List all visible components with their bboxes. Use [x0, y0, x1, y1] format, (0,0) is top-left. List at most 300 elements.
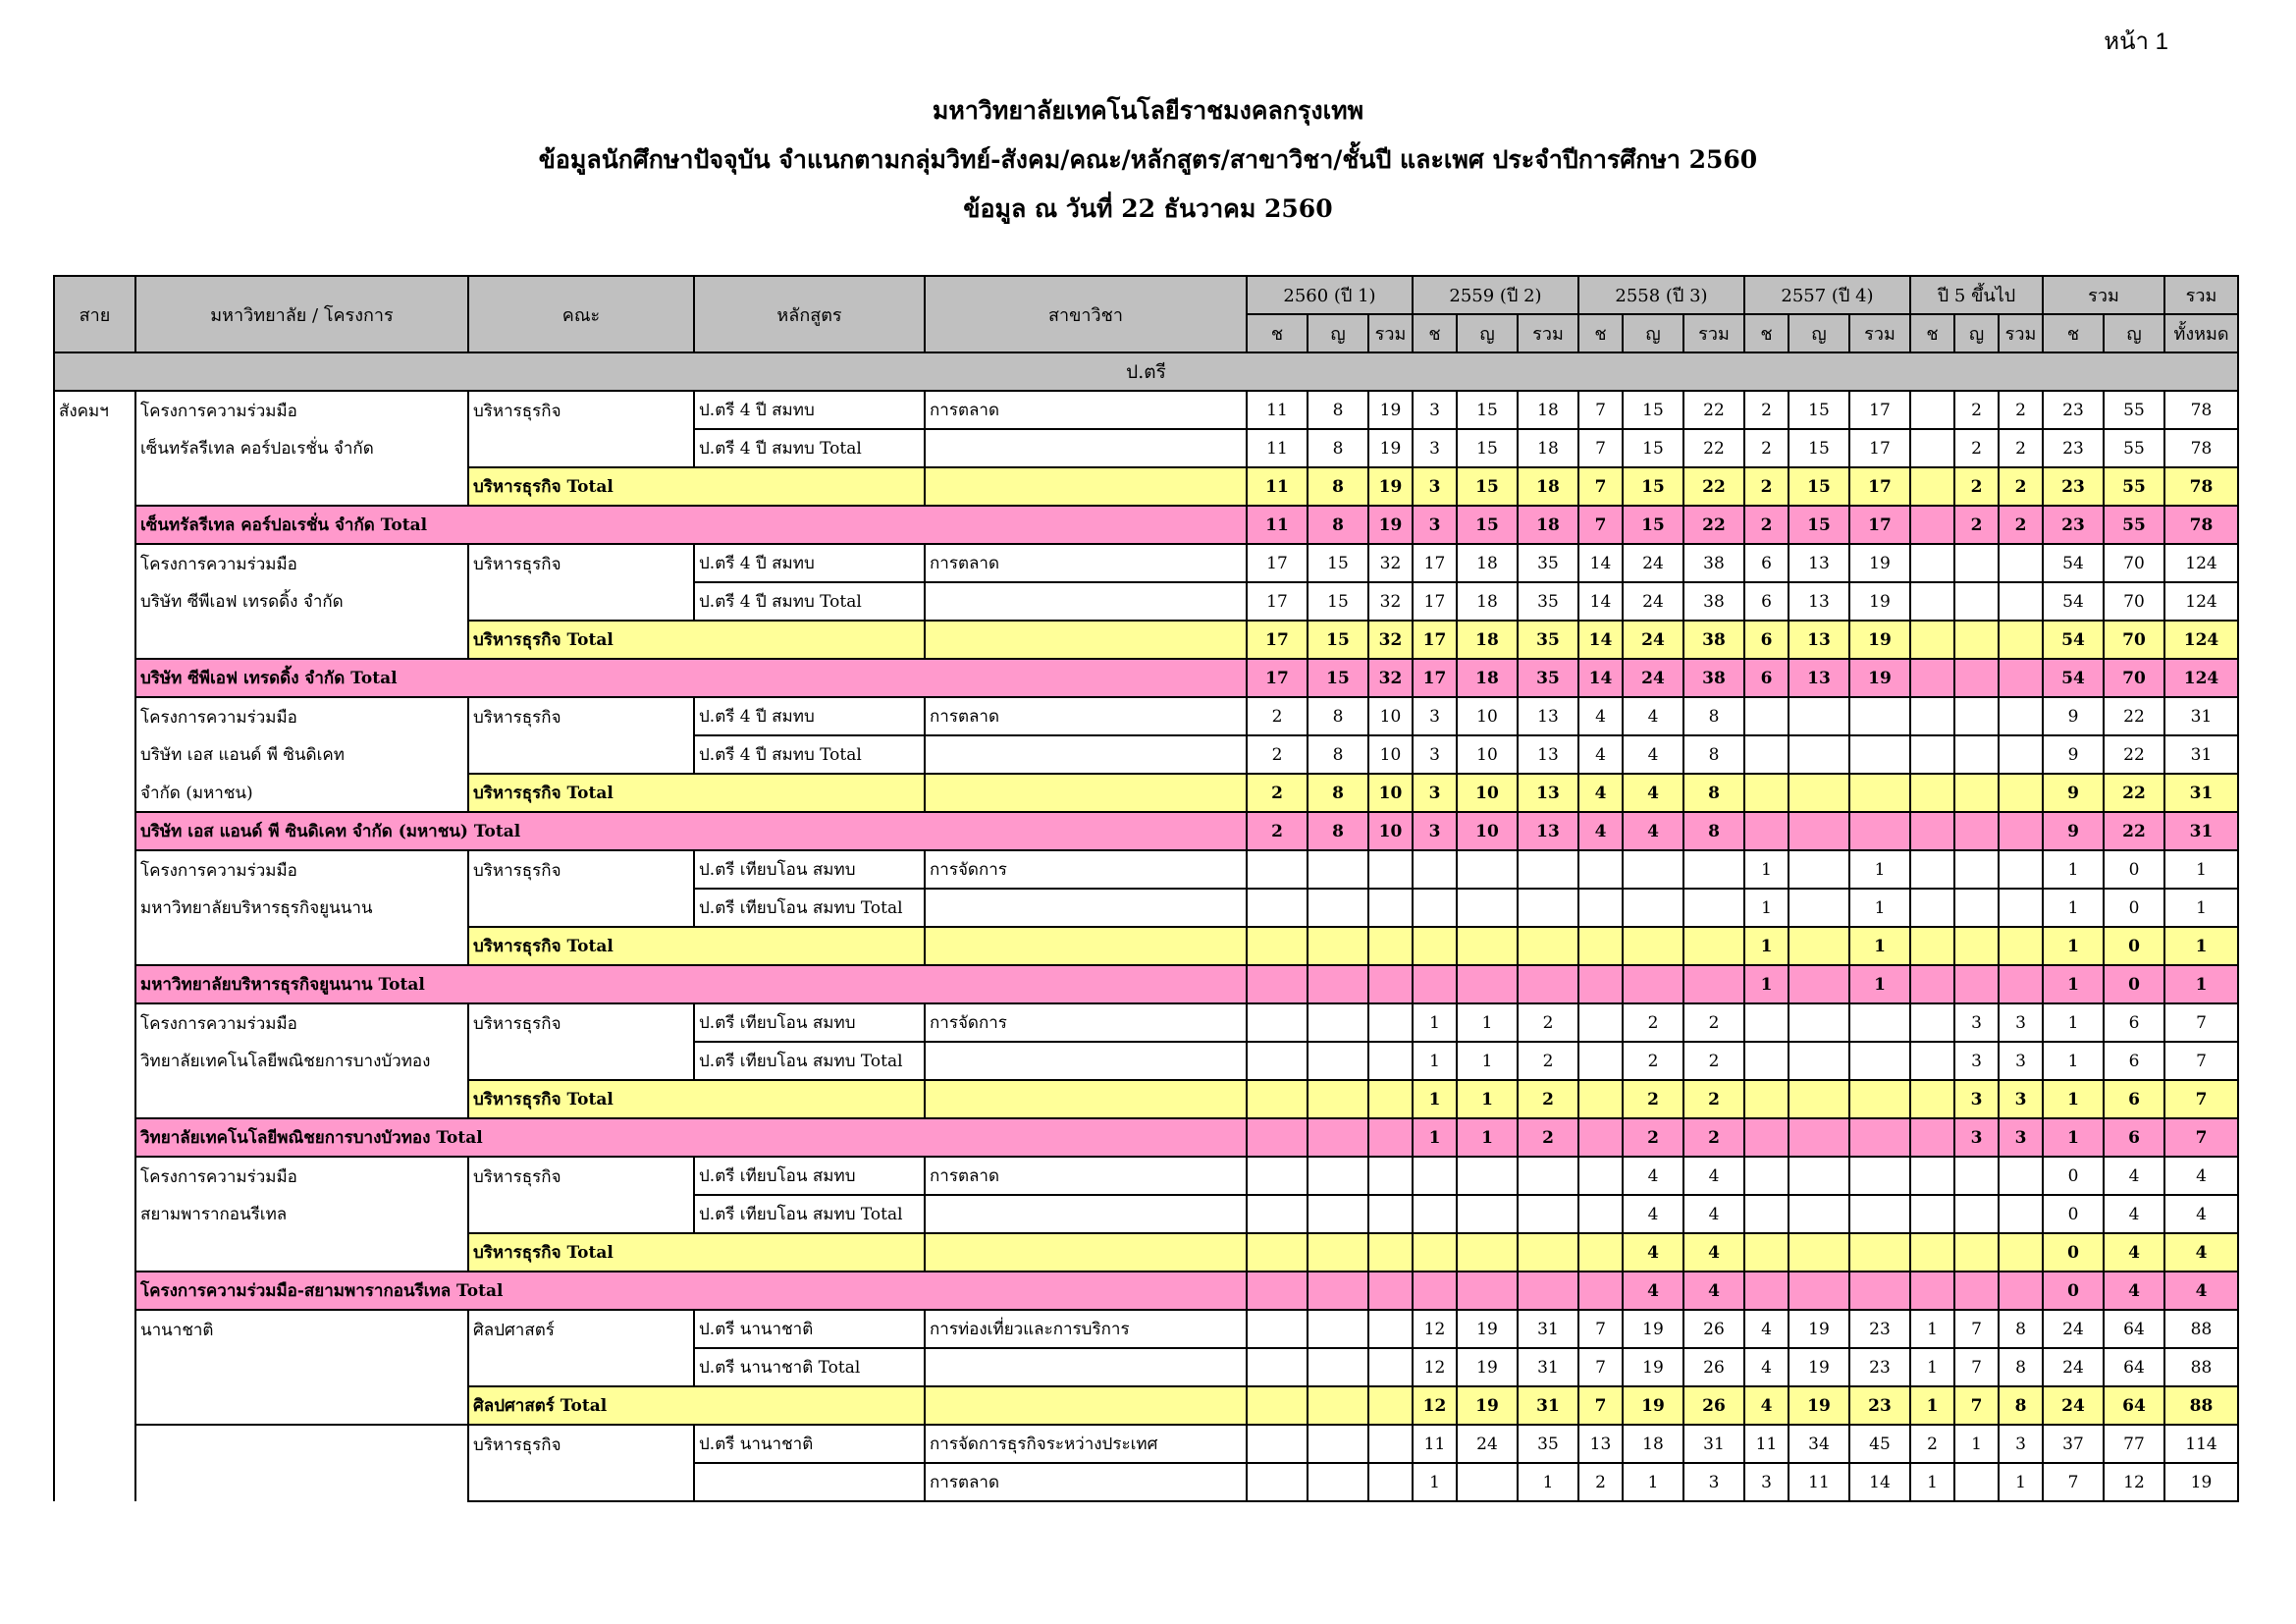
cell-value: [1247, 1157, 1308, 1195]
cell-value: [1578, 1118, 1623, 1157]
header-year-2558: 2558 (ปี 3): [1578, 276, 1744, 314]
cell-value: 13: [1518, 697, 1578, 735]
cell-value: 19: [2164, 1463, 2238, 1501]
cell-faculty: บริหารธุรกิจ: [468, 1425, 694, 1463]
cell-value: [1954, 735, 1999, 774]
cell-value: [1789, 1195, 1849, 1233]
cell-value: [1623, 889, 1683, 927]
cell-value: 6: [1744, 582, 1789, 621]
cell-value: 31: [2164, 697, 2238, 735]
cell-value: [1247, 1463, 1308, 1501]
cell-value: 1: [1910, 1310, 1954, 1348]
cell-value: [1578, 927, 1623, 965]
cell-value: [1368, 927, 1413, 965]
cell-value: [1413, 1157, 1457, 1195]
cell-value: 15: [1623, 391, 1683, 429]
subheader-sub-f: ญ: [1308, 314, 1368, 352]
table-row: [54, 1463, 2238, 1501]
cell-value: 19: [1368, 391, 1413, 429]
cell-value: 2: [1683, 1042, 1744, 1080]
subheader-sub-f: ญ: [1457, 314, 1518, 352]
cell-total-label: วิทยาลัยเทคโนโลยีพณิชยการบางบัวทอง Total: [135, 1118, 1247, 1157]
cell-value: 2: [1954, 467, 1999, 506]
cell-value: 3: [1413, 812, 1457, 850]
cell-value: 6: [1744, 621, 1789, 659]
cell-value: 4: [1623, 1272, 1683, 1310]
cell-value: [1999, 659, 2043, 697]
table-row: [54, 506, 2238, 544]
cell-value: 1: [1413, 1080, 1457, 1118]
cell-value: 22: [2104, 774, 2164, 812]
cell-value: [1457, 1157, 1518, 1195]
cell-value: 23: [2043, 506, 2104, 544]
table-row: [54, 391, 2238, 429]
cell-value: [1247, 1310, 1308, 1348]
cell-value: 19: [1789, 1310, 1849, 1348]
cell-sai: [54, 544, 135, 582]
cell-value: 1: [1910, 1463, 1954, 1501]
cell-value: 3: [1954, 1080, 1999, 1118]
cell-value: 6: [2104, 1003, 2164, 1042]
table-row: [54, 1233, 2238, 1272]
cell-value: 11: [1789, 1463, 1849, 1501]
cell-value: 12: [2104, 1463, 2164, 1501]
cell-major: การจัดการ: [925, 850, 1247, 889]
cell-value: 4: [2164, 1233, 2238, 1272]
cell-value: 7: [1578, 1348, 1623, 1386]
cell-value: [1789, 812, 1849, 850]
cell-value: [1518, 850, 1578, 889]
cell-value: 0: [2043, 1272, 2104, 1310]
cell-total-label: บริหารธุรกิจ Total: [468, 1080, 925, 1118]
cell-value: 19: [1368, 467, 1413, 506]
cell-faculty: ศิลปศาสตร์: [468, 1310, 694, 1348]
cell-major: [925, 889, 1247, 927]
cell-value: 19: [1623, 1386, 1683, 1425]
cell-value: 2: [1954, 391, 1999, 429]
cell-value: [1999, 582, 2043, 621]
cell-value: [1849, 1195, 1910, 1233]
cell-value: 8: [1999, 1348, 2043, 1386]
cell-university: โครงการความร่วมมือ: [135, 544, 468, 582]
cell-value: [1954, 659, 1999, 697]
cell-value: [1789, 889, 1849, 927]
cell-value: 9: [2043, 812, 2104, 850]
subheader-sub-t: รวม: [1683, 314, 1744, 352]
cell-value: 3: [1413, 429, 1457, 467]
cell-value: [1744, 1272, 1789, 1310]
cell-value: [1457, 1463, 1518, 1501]
cell-value: [1910, 889, 1954, 927]
table-row: [54, 1042, 2238, 1080]
cell-value: 2: [1999, 506, 2043, 544]
cell-value: 6: [2104, 1042, 2164, 1080]
cell-value: 3: [1954, 1003, 1999, 1042]
cell-sai: [54, 1003, 135, 1042]
cell-value: 6: [1744, 659, 1789, 697]
cell-value: [1910, 850, 1954, 889]
cell-value: 14: [1578, 582, 1623, 621]
cell-value: 8: [1999, 1310, 2043, 1348]
cell-value: 15: [1308, 621, 1368, 659]
cell-faculty: บริหารธุรกิจ: [468, 1003, 694, 1042]
cell-value: 1: [2043, 850, 2104, 889]
cell-value: [1910, 965, 1954, 1003]
cell-value: 70: [2104, 621, 2164, 659]
cell-faculty: บริหารธุรกิจ: [468, 1157, 694, 1195]
cell-value: 19: [1789, 1386, 1849, 1425]
cell-value: 4: [2104, 1157, 2164, 1195]
cell-value: [1578, 1157, 1623, 1195]
cell-value: 19: [1849, 582, 1910, 621]
cell-university: โครงการความร่วมมือ: [135, 850, 468, 889]
cell-value: [1910, 659, 1954, 697]
cell-value: 10: [1368, 774, 1413, 812]
cell-value: 2: [1518, 1042, 1578, 1080]
cell-sai: [54, 697, 135, 735]
cell-value: 1: [1910, 1348, 1954, 1386]
cell-value: [1999, 621, 2043, 659]
cell-value: 8: [1308, 774, 1368, 812]
cell-sai: [54, 774, 135, 812]
cell-value: 88: [2164, 1310, 2238, 1348]
report-subtitle: ข้อมูลนักศึกษาปัจจุบัน จำแนกตามกลุ่มวิทย์-สังคม/คณะ/หลักสูตร/สาขาวิชา/ชั้นปี และเพศ ประจำปีการศึกษา 2560: [538, 145, 1758, 174]
cell-value: 8: [1308, 506, 1368, 544]
cell-value: 2: [1954, 506, 1999, 544]
cell-sai: [54, 812, 135, 850]
cell-value: 11: [1247, 429, 1308, 467]
cell-value: [1247, 1272, 1308, 1310]
cell-value: [1368, 1348, 1413, 1386]
cell-value: 2: [1247, 735, 1308, 774]
cell-value: [1789, 850, 1849, 889]
cell-value: [1368, 1463, 1413, 1501]
cell-value: 32: [1368, 659, 1413, 697]
cell-value: 15: [1789, 429, 1849, 467]
cell-university: เซ็นทรัลรีเทล คอร์ปอเรชั่น จำกัด: [135, 429, 468, 467]
cell-value: 2: [1744, 429, 1789, 467]
cell-value: [1413, 1233, 1457, 1272]
cell-value: [1578, 850, 1623, 889]
cell-university: โครงการความร่วมมือ: [135, 391, 468, 429]
cell-value: [1683, 927, 1744, 965]
cell-value: 2: [1999, 467, 2043, 506]
cell-value: 24: [2043, 1310, 2104, 1348]
cell-value: [1954, 1195, 1999, 1233]
subheader-sub-m: ช: [1744, 314, 1789, 352]
cell-value: 4: [1744, 1348, 1789, 1386]
cell-value: [1910, 621, 1954, 659]
cell-value: [1744, 1118, 1789, 1157]
cell-value: 4: [1744, 1310, 1789, 1348]
cell-program: ป.ตรี เทียบโอน สมทบ Total: [694, 889, 925, 927]
cell-program: ป.ตรี นานาชาติ: [694, 1425, 925, 1463]
cell-value: 1: [1849, 889, 1910, 927]
cell-value: 1: [2043, 1080, 2104, 1118]
cell-value: 17: [1247, 621, 1308, 659]
cell-value: 23: [2043, 429, 2104, 467]
cell-university: [135, 1386, 468, 1425]
cell-value: 32: [1368, 582, 1413, 621]
cell-value: [1910, 812, 1954, 850]
cell-value: [1789, 1042, 1849, 1080]
cell-value: [1744, 774, 1789, 812]
cell-value: [1457, 850, 1518, 889]
cell-value: 10: [1368, 697, 1413, 735]
cell-value: 1: [1999, 1463, 2043, 1501]
subheader-sub-m: ช: [2043, 314, 2104, 352]
cell-value: 0: [2104, 850, 2164, 889]
cell-value: 8: [1683, 812, 1744, 850]
cell-value: 88: [2164, 1348, 2238, 1386]
cell-value: [1910, 582, 1954, 621]
cell-sai: [54, 1042, 135, 1080]
cell-value: [1744, 1157, 1789, 1195]
cell-value: [1247, 1195, 1308, 1233]
subheader-sub-f: ญ: [1623, 314, 1683, 352]
cell-value: [1910, 1118, 1954, 1157]
cell-value: 3: [1413, 697, 1457, 735]
cell-value: 10: [1457, 697, 1518, 735]
cell-value: 1: [2164, 965, 2238, 1003]
cell-value: 1: [2164, 889, 2238, 927]
cell-value: [1368, 1080, 1413, 1118]
cell-value: 10: [1457, 735, 1518, 774]
cell-faculty: [468, 1042, 694, 1080]
cell-value: 17: [1247, 544, 1308, 582]
cell-major: การจัดการธุรกิจระหว่างประเทศ: [925, 1425, 1247, 1463]
cell-value: 3: [1954, 1042, 1999, 1080]
cell-major: [925, 582, 1247, 621]
cell-value: [1457, 1272, 1518, 1310]
cell-value: [1999, 735, 2043, 774]
cell-value: [1910, 697, 1954, 735]
cell-value: [1413, 965, 1457, 1003]
subheader-grand-total_line2: ทั้งหมด: [2164, 314, 2238, 352]
cell-value: 18: [1457, 544, 1518, 582]
cell-value: 4: [2104, 1195, 2164, 1233]
cell-value: [1623, 850, 1683, 889]
cell-value: [1954, 774, 1999, 812]
cell-value: 64: [2104, 1386, 2164, 1425]
cell-value: [1910, 1157, 1954, 1195]
cell-value: [1308, 889, 1368, 927]
cell-value: 22: [1683, 506, 1744, 544]
cell-value: [1518, 1233, 1578, 1272]
cell-value: 0: [2043, 1233, 2104, 1272]
cell-value: 15: [1623, 506, 1683, 544]
table-row: [54, 1272, 2238, 1310]
cell-value: 3: [1999, 1080, 2043, 1118]
cell-value: [1789, 927, 1849, 965]
cell-sai: [54, 1348, 135, 1386]
cell-value: 23: [2043, 467, 2104, 506]
cell-value: 2: [1247, 774, 1308, 812]
cell-value: 3: [1744, 1463, 1789, 1501]
cell-value: 8: [1999, 1386, 2043, 1425]
cell-value: [1247, 1348, 1308, 1386]
cell-value: 15: [1457, 506, 1518, 544]
cell-value: 7: [1578, 391, 1623, 429]
cell-value: 22: [1683, 467, 1744, 506]
cell-value: [1954, 1272, 1999, 1310]
cell-university: [135, 927, 468, 965]
subheader-sub-t: รวม: [1518, 314, 1578, 352]
cell-sai: [54, 850, 135, 889]
cell-value: 15: [1308, 582, 1368, 621]
cell-value: [1518, 1157, 1578, 1195]
cell-value: 70: [2104, 659, 2164, 697]
header-total: รวม: [2043, 276, 2164, 314]
cell-value: 19: [1623, 1310, 1683, 1348]
cell-value: 55: [2104, 506, 2164, 544]
cell-value: 1: [1413, 1463, 1457, 1501]
cell-value: 15: [1457, 429, 1518, 467]
cell-value: 1: [1744, 927, 1789, 965]
cell-value: 19: [1623, 1348, 1683, 1386]
cell-value: [1247, 889, 1308, 927]
cell-value: 55: [2104, 429, 2164, 467]
cell-value: 1: [2043, 889, 2104, 927]
table-row: [54, 659, 2238, 697]
cell-value: [1910, 774, 1954, 812]
cell-value: 17: [1413, 544, 1457, 582]
cell-value: 2: [1247, 812, 1308, 850]
cell-value: 54: [2043, 544, 2104, 582]
header-university: มหาวิทยาลัย / โครงการ: [135, 276, 468, 352]
cell-value: 7: [1578, 467, 1623, 506]
cell-major: [925, 621, 1247, 659]
cell-value: 18: [1518, 391, 1578, 429]
cell-major: [925, 1195, 1247, 1233]
table-row: [54, 812, 2238, 850]
cell-value: [1789, 697, 1849, 735]
cell-value: 2: [1518, 1003, 1578, 1042]
cell-value: [1744, 697, 1789, 735]
cell-sai: [54, 1195, 135, 1233]
cell-value: 35: [1518, 544, 1578, 582]
cell-value: 54: [2043, 582, 2104, 621]
cell-value: 18: [1518, 506, 1578, 544]
cell-value: [1578, 889, 1623, 927]
cell-value: [1308, 1348, 1368, 1386]
cell-value: 7: [2164, 1042, 2238, 1080]
cell-value: 15: [1623, 429, 1683, 467]
cell-value: 10: [1457, 812, 1518, 850]
cell-value: 12: [1413, 1310, 1457, 1348]
cell-value: 19: [1789, 1348, 1849, 1386]
cell-value: 24: [1623, 659, 1683, 697]
cell-value: 1: [1457, 1118, 1518, 1157]
cell-value: [1999, 965, 2043, 1003]
cell-major: การท่องเที่ยวและการบริการ: [925, 1310, 1247, 1348]
cell-university: โครงการความร่วมมือ: [135, 1157, 468, 1195]
cell-total-label: บริหารธุรกิจ Total: [468, 621, 925, 659]
cell-sai: [54, 506, 135, 544]
cell-value: 10: [1368, 735, 1413, 774]
cell-value: [1789, 965, 1849, 1003]
cell-value: [1954, 850, 1999, 889]
cell-program: ป.ตรี เทียบโอน สมทบ: [694, 1003, 925, 1042]
cell-value: [1910, 467, 1954, 506]
cell-value: 0: [2043, 1195, 2104, 1233]
cell-value: [1368, 1310, 1413, 1348]
cell-value: [1744, 1003, 1789, 1042]
cell-total-label: บริหารธุรกิจ Total: [468, 774, 925, 812]
cell-major: [925, 429, 1247, 467]
cell-value: [1849, 1233, 1910, 1272]
cell-value: 17: [1849, 429, 1910, 467]
cell-value: [1744, 1042, 1789, 1080]
cell-value: 38: [1683, 544, 1744, 582]
cell-value: [1849, 1272, 1910, 1310]
cell-value: [1954, 621, 1999, 659]
cell-value: 1: [2043, 1042, 2104, 1080]
cell-value: 31: [2164, 774, 2238, 812]
cell-major: การตลาด: [925, 1157, 1247, 1195]
cell-value: 13: [1789, 544, 1849, 582]
cell-value: [1413, 1272, 1457, 1310]
cell-value: 1: [1744, 889, 1789, 927]
cell-value: 3: [1999, 1118, 2043, 1157]
cell-value: 35: [1518, 1425, 1578, 1463]
cell-value: 14: [1578, 621, 1623, 659]
cell-value: 8: [1308, 467, 1368, 506]
cell-major: [925, 467, 1247, 506]
cell-value: 35: [1518, 659, 1578, 697]
table-row: [54, 889, 2238, 927]
cell-value: 17: [1247, 659, 1308, 697]
table-row: [54, 429, 2238, 467]
cell-program: ป.ตรี นานาชาติ: [694, 1310, 925, 1348]
cell-value: 4: [1623, 812, 1683, 850]
cell-value: 2: [1744, 391, 1789, 429]
cell-value: 124: [2164, 544, 2238, 582]
table-row: [54, 1118, 2238, 1157]
cell-value: 4: [1744, 1386, 1789, 1425]
cell-value: 2: [1999, 429, 2043, 467]
cell-value: 17: [1413, 621, 1457, 659]
cell-value: 1: [1744, 965, 1789, 1003]
cell-value: [1623, 965, 1683, 1003]
cell-value: 14: [1578, 659, 1623, 697]
cell-value: 64: [2104, 1310, 2164, 1348]
cell-value: 4: [1578, 735, 1623, 774]
cell-value: 4: [2104, 1233, 2164, 1272]
cell-value: [1368, 1042, 1413, 1080]
table-row: [54, 467, 2238, 506]
student-data-table: [53, 275, 2239, 1502]
cell-value: [1954, 812, 1999, 850]
cell-value: 22: [2104, 697, 2164, 735]
cell-faculty: [468, 735, 694, 774]
cell-value: [1954, 544, 1999, 582]
cell-value: 7: [1578, 506, 1623, 544]
cell-value: 15: [1789, 467, 1849, 506]
cell-value: 1: [2043, 965, 2104, 1003]
cell-value: [1413, 1195, 1457, 1233]
cell-value: 19: [1849, 621, 1910, 659]
cell-value: [1744, 735, 1789, 774]
cell-sai: [54, 1080, 135, 1118]
cell-program: ป.ตรี เทียบโอน สมทบ Total: [694, 1195, 925, 1233]
cell-value: 78: [2164, 429, 2238, 467]
cell-value: 3: [1413, 467, 1457, 506]
cell-value: [1954, 927, 1999, 965]
cell-value: 2: [1744, 506, 1789, 544]
cell-university: [135, 1348, 468, 1386]
cell-value: 18: [1457, 621, 1518, 659]
